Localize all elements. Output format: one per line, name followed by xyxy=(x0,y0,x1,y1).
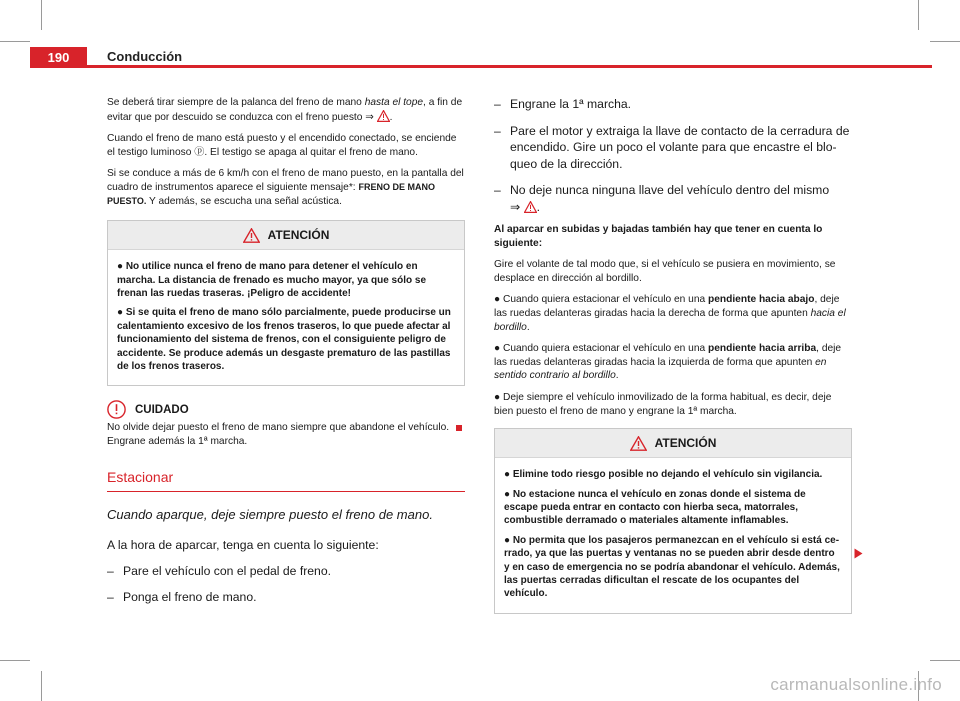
warning-triangle-icon[interactable] xyxy=(524,201,537,213)
crop-mark xyxy=(41,671,42,701)
step-item: – Pare el motor y extraiga la llave de contacto de la cerradura de encendido. Gire un poco el volante para que encastre el bloqueo de la dirección. xyxy=(494,123,850,171)
caution-icon xyxy=(107,400,126,419)
warning-item: ● Si se quita el freno de mano sólo parcialmente, puede producirse un calentamiento excesivo de los frenos traseros, lo que puede afectar al funcionamiento del sistema de frenos, con el consiguiente peligro de accidente. Se produce además un desgaste prematuro de las pastillas de los frenos traseros. xyxy=(117,307,451,372)
warning-item: ● No estacione nunca el vehículo en zonas donde el sistema de escape pueda entrar en contacto con hierba seca, matorrales, combustible derramado o materiales altamente inflamables. xyxy=(504,488,806,527)
warning-title: ATENCIÓN xyxy=(654,436,717,451)
paragraph: Si se conduce a más de 6 km/h con el freno de mano puesto, en la pantalla del cuadro de instrumentos aparece el siguiente mensaje*: FRENO DE MANO PUESTO. Y además, se escucha una señal acústica. xyxy=(107,168,464,207)
warning-item: ● No utilice nunca el freno de mano para detener el vehículo en marcha. La distancia de frenado es mucho mayor, ya que sólo se frenan las ruedas traseras. ¡Peligro de accidente! xyxy=(117,261,426,299)
warning-triangle-icon xyxy=(630,436,647,451)
bullet-item: ● Deje siempre el vehículo inmovilizado de la forma habitual, es decir, deje bien puesto el freno de mano y engrane la 1ª marcha. xyxy=(494,391,832,417)
page-number: 190 xyxy=(30,47,87,68)
left-column xyxy=(107,96,465,616)
caution-text: No olvide dejar puesto el freno de mano siempre que abandone el vehículo. Engrane además la 1ª marcha. xyxy=(107,422,450,447)
header-rule xyxy=(30,65,932,68)
section-end-mark xyxy=(456,425,462,431)
watermark: carmanualsonline.info xyxy=(770,675,942,694)
paragraph: Gire el volante de tal modo que, si el vehículo se pusiera en movimiento, se desplace en dirección al bordillo. xyxy=(494,259,836,284)
step-item: – Pare el vehículo con el pedal de freno. xyxy=(107,563,332,578)
right-column xyxy=(494,96,852,614)
step-item: – Ponga el freno de mano. xyxy=(107,590,257,605)
step-item: – No deje nunca ninguna llave del vehículo dentro del mismo ⇒ . xyxy=(494,183,830,214)
subheading: Al aparcar en subidas y bajadas también hay que tener en cuenta lo siguiente: xyxy=(494,224,823,249)
caution-title: CUIDADO xyxy=(135,403,189,416)
chapter-title: Conducción xyxy=(107,49,183,64)
warning-item: ● No permita que los pasajeros permanezcan en el vehículo si está cerrado, ya que las puertas y ventanas no se pueden abrir desde dentro y en caso de emergencia no se podría abandonar el vehículo. Además, las puertas cerradas dificultan el rescate de los ocupantes del vehículo. xyxy=(504,534,840,600)
continue-arrow-icon[interactable] xyxy=(854,548,863,559)
section-lead: Cuando aparque, deje siempre puesto el freno de mano. xyxy=(107,506,433,522)
crop-mark xyxy=(930,660,960,661)
crop-mark xyxy=(930,41,960,42)
warning-triangle-icon xyxy=(243,228,260,243)
paragraph: Cuando el freno de mano está puesto y el encendido conectado, se enciende el testigo luminoso ⓟ. El testigo se apaga al quitar el freno de mano. xyxy=(107,133,457,158)
section-heading: Estacionar xyxy=(107,469,465,492)
warning-box xyxy=(107,220,465,386)
warning-title: ATENCIÓN xyxy=(267,228,330,243)
crop-mark xyxy=(0,41,30,42)
crop-mark xyxy=(0,660,30,661)
warning-triangle-icon[interactable] xyxy=(377,110,390,122)
warning-header xyxy=(108,221,464,250)
warning-box xyxy=(494,428,852,614)
crop-mark xyxy=(918,0,919,30)
paragraph: A la hora de aparcar, tenga en cuenta lo siguiente: xyxy=(107,537,379,552)
caution-note xyxy=(107,400,465,448)
bullet-item: ● Cuando quiera estacionar el vehículo en una pendiente hacia abajo, deje las ruedas delanteras giradas hacia la derecha de forma que apunten hacia el bordillo. xyxy=(494,294,846,333)
warning-header xyxy=(495,429,851,458)
bullet-item: ● Cuando quiera estacionar el vehículo en una pendiente hacia arriba, deje las ruedas delanteras giradas hacia la izquierda de forma que apunten en sentido contrario al bordillo. xyxy=(494,343,842,382)
crop-mark xyxy=(41,0,42,30)
step-item: – Engrane la 1ª marcha. xyxy=(494,97,632,111)
paragraph: Se deberá tirar siempre de la palanca del freno de mano hasta el tope, a fin de evitar que por descuido se conduzca con el freno puesto ⇒ . xyxy=(107,97,463,123)
warning-item: ● Elimine todo riesgo posible no dejando el vehículo sin vigilancia. xyxy=(504,469,823,481)
